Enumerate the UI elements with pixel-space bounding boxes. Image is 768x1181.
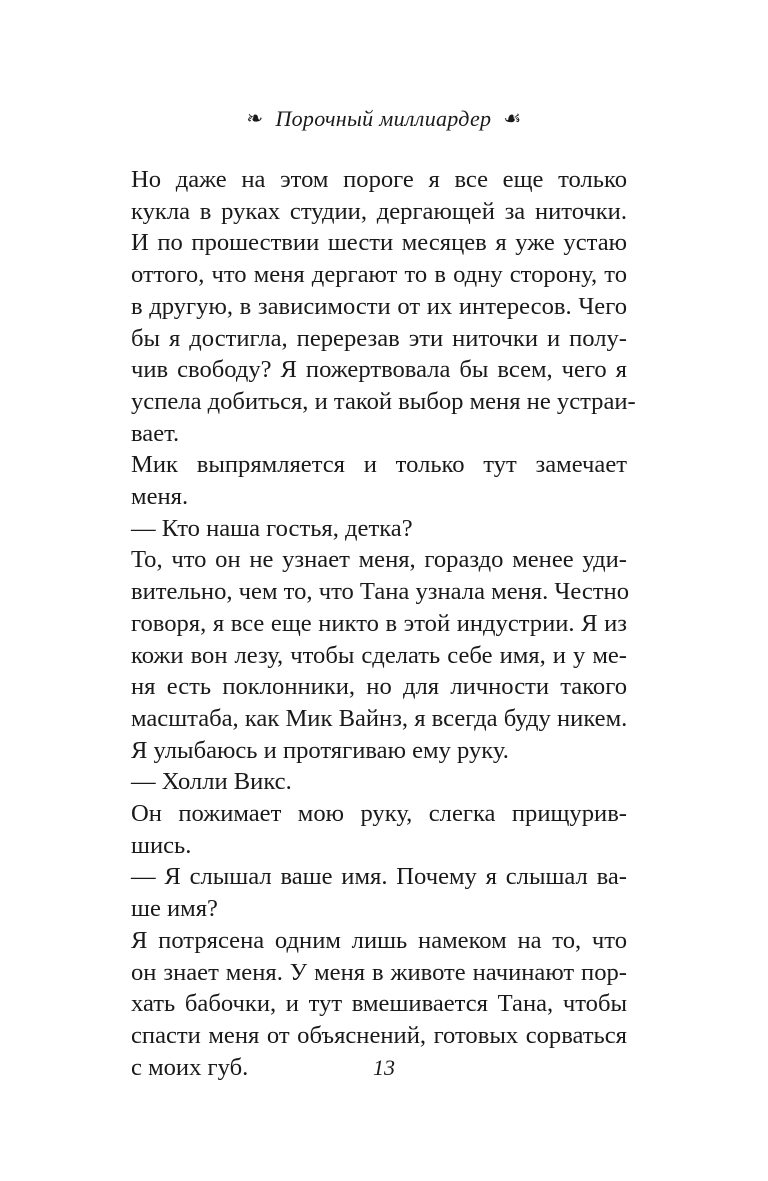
body-text: [131, 164, 636, 1083]
text-line: — Я слышал ваше имя. Почему я слышал ва-: [131, 863, 627, 891]
running-title: Порочный миллиардер: [275, 106, 492, 131]
left-ornament-icon: ❧: [246, 108, 264, 130]
text-line: Я потрясена одним лишь намеком на то, что: [131, 926, 627, 954]
text-line: бы я достигла, перерезав эти ниточки и полу-: [131, 324, 627, 352]
text-line: То, что он не узнает меня, гораздо менее уди-: [131, 546, 627, 574]
text-line: спасти меня от объяснений, готовых сорваться: [131, 1021, 627, 1049]
text-line: вительно, чем то, что Тана узнала меня. Честно: [131, 578, 630, 606]
text-line: Я улыбаюсь и протягиваю ему руку.: [131, 736, 509, 764]
text-line: кожи вон лезу, чтобы сделать себе имя, и у ме-: [131, 641, 627, 669]
text-line: — Кто наша гостья, детка?: [131, 514, 413, 542]
text-line: Он пожимает мою руку, слегка прищурив-: [131, 800, 627, 828]
text-line: кукла в руках студии, дергающей за ниточки.: [131, 197, 627, 225]
text-line: масштаба, как Мик Вайнз, я всегда буду никем.: [131, 704, 628, 732]
text-line: он знает меня. У меня в животе начинают пор-: [131, 958, 627, 986]
text-line: Но даже на этом пороге я все еще только: [131, 166, 627, 193]
text-line: успела добиться, и такой выбор меня не устраи-: [131, 387, 636, 415]
text-line: Мик выпрямляется и только тут замечает: [131, 451, 627, 479]
text-line: говоря, я все еще никто в этой индустрии. Я из: [131, 609, 627, 637]
text-line: ня есть поклонники, но для личности такого: [131, 673, 627, 701]
text-line: — Холли Викс.: [131, 768, 292, 796]
running-head: [0, 106, 768, 132]
text-line: ше имя?: [131, 895, 218, 923]
text-line: оттого, что меня дергают то в одну сторону, то: [131, 261, 627, 289]
page-number: 13: [373, 1055, 395, 1080]
text-line: меня.: [131, 483, 189, 511]
text-line: хать бабочки, и тут вмешивается Тана, чтобы: [131, 990, 627, 1018]
text-line: чив свободу? Я пожертвовала бы всем, чего я: [131, 356, 627, 384]
text-line: в другую, в зависимости от их интересов. Чего: [131, 292, 627, 320]
text-line: с моих губ.: [131, 1053, 249, 1081]
text-line: шись.: [131, 831, 192, 859]
text-line: И по прошествии шести месяцев я уже устаю: [131, 229, 627, 257]
text-line: вает.: [131, 419, 180, 447]
right-ornament-icon: ☙: [503, 108, 522, 130]
